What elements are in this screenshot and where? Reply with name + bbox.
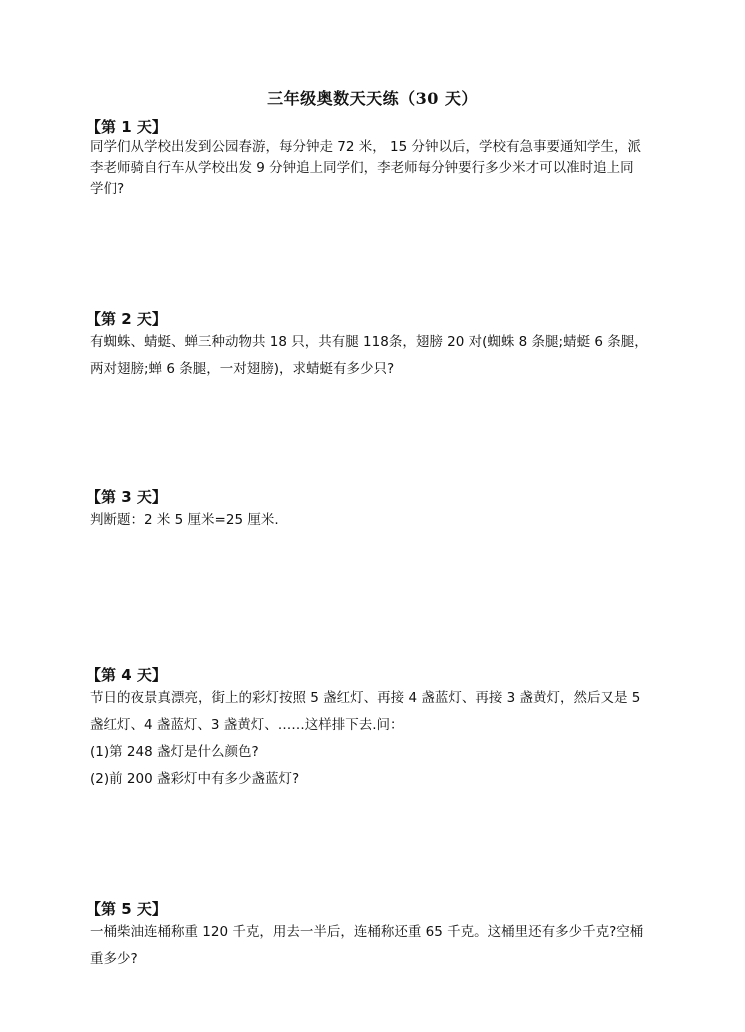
day-5-question	[90, 919, 655, 973]
text-line: 节日的夜景真漂亮，街上的彩灯按照 5 盏红灯、再接 4 盏蓝灯、再接 3 盏黄灯，然后又是 5	[90, 690, 641, 706]
day-3-question	[90, 507, 655, 534]
day-5-section	[86, 899, 655, 973]
text-line: 一桶柴油连桶称重 120 千克，用去一半后，连桶称还重 65 千克。这桶里还有多少千克?空桶	[90, 924, 644, 940]
text-line: (2)前 200 盏彩灯中有多少盏蓝灯?	[90, 771, 300, 787]
text-line: 有蜘蛛、蜻蜓、蝉三种动物共 18 只，共有腿 118条，翅膀 20 对(蜘蛛 8 条腿;蜻蜓 6 条腿，	[90, 334, 648, 350]
day-1-question	[90, 137, 655, 200]
day-2-section	[86, 309, 655, 383]
day-2-question	[90, 329, 655, 383]
document-title: 三年级奥数天天练（30 天）	[267, 89, 478, 108]
day-1-section	[86, 117, 655, 200]
text-line: 学们?	[90, 181, 125, 197]
day-3-section	[86, 487, 655, 534]
day-2-heading: 【第 2 天】	[86, 310, 167, 328]
text-line: 两对翅膀;蝉 6 条腿，一对翅膀)，求蜻蜓有多少只?	[90, 361, 395, 377]
day-5-heading: 【第 5 天】	[86, 900, 167, 918]
text-line: 重多少?	[90, 951, 138, 967]
day-4-question	[90, 685, 655, 793]
text-line: (1)第 248 盏灯是什么颜色?	[90, 744, 259, 760]
day-4-section	[86, 665, 655, 793]
day-3-heading: 【第 3 天】	[86, 488, 167, 506]
text-line: 盏红灯、4 盏蓝灯、3 盏黄灯、……这样排下去.问：	[90, 717, 404, 733]
day-4-heading: 【第 4 天】	[86, 666, 167, 684]
day-1-heading: 【第 1 天】	[86, 118, 167, 136]
text-line: 同学们从学校出发到公园春游，每分钟走 72 米， 15 分钟以后，学校有急事要通知学生，派	[90, 139, 642, 155]
text-line: 李老师骑自行车从学校出发 9 分钟追上同学们，李老师每分钟要行多少米才可以准时追上同	[90, 160, 634, 176]
text-line: 判断题：2 米 5 厘米=25 厘米.	[90, 512, 279, 528]
